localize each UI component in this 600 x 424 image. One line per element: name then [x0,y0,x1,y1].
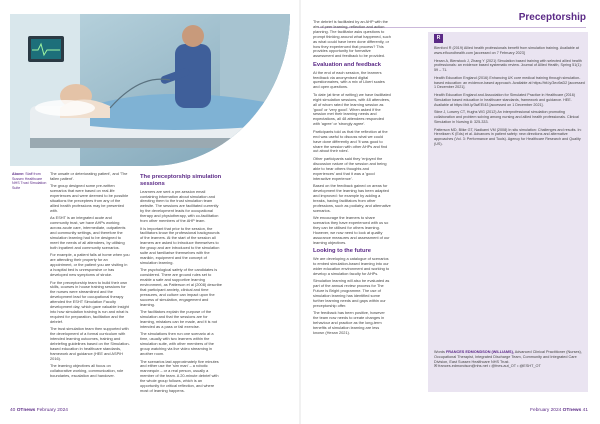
section-heading: Evaluation and feedback [313,61,381,68]
paragraph: Other participants said they 'enjoyed the discussion nature of the session and being able to hear others thoughts and experiences' and that it was a 'good interactive experience'. [313,155,387,181]
paragraph: The feedback has been positive, however the team now needs to create changes in behaviour and practice as the long-term benefits of simulation learning are less known (Hexan 2021). [313,310,385,335]
paragraph: The learning objectives all focus on collaborative working, communication, role boundaries, escalation and handover. [50,363,124,378]
paragraph: Participants told us that the reflection at the end was useful to discuss what we could have done differently and 'It was good to share the session with other AHPs and find out about their roles'. [313,128,388,154]
references-list [434,34,586,150]
reference-item: Patterson MD, Blike GT, Nadkarni VM (2008) In situ simulation: Challenges and results. In: Henriksen K (Eds) et al. Advances in patient safety: new directions and alternative approaches (Vol. 3: Performance and Tools). Agency for Healthcare Research and Quality (US). [434,127,582,146]
paragraph: At the end of each session, the learners feedback via anonymised digital questionnaires, with a mix of Likert scales and open questions. [313,69,385,90]
simulation-manikin-photo [10,14,290,166]
folio-left [10,408,68,413]
reference-item: Hexan A, Blenstock J, Zhang Y (2021) Simulation based training with selected allied health professionals: an evidence based systematic review. Journal of Allied Health, Spring 51(1): 59 – 71. [434,58,582,72]
paragraph: The simulations then run one scenario at a time, usually with two learners within the simulation suite, with other members of the group watching via live video streaming in another room. [140,331,214,357]
paragraph: The debrief is facilitated by an AHP with the aim of peer learning, reflection and action planning. The facilitator asks questions to prompt thinking around what happened, such as what could have been done differently, or how they experienced that process? This provides opportunity for formative assessment and feedback to be provided. [313,19,391,59]
caption-text: Staff from Sussex Healthcare NHS Trust Simulation Suite [12,172,47,190]
paragraph: The group designed some pre-written scenarios that were based on real-life experiences and were deemed to be possible situations the preceptees from any of the allied health professions may be presented with. [50,183,129,213]
author-contacts[interactable]: ✉ frances.edmondson@nhs.net • @fnes.aut_OT • @ESHT_OT [434,364,541,369]
reference-item: Blenford R (2019) Allied health professionals benefit from simulation training. Available at www.elfoundhealth.com [accessed on 7 February 2023] [434,46,579,55]
paragraph: It is important that prior to the session, the facilitators know the professional backgrounds of the learners. At the start of the session all learners are asked to introduce themselves to the group and are introduced to the simulation suite and familiarise themselves with the manikin, equipment and the concept of simulation learning. [140,225,220,265]
paragraph: As ESHT is an integrated acute and community trust, we have AHPs working across acute care, intermediate, outpatients and community settings, and therefore the simulation learning had to be designed to meet the needs of all attendees, by utilising both inpatient and community scenarios. [50,215,126,250]
author-credit [434,350,586,369]
paragraph: The unsafe or deteriorating patient', and 'The fallen patient'. [50,171,128,181]
folio-right [530,408,588,413]
paragraph: Learners are sent a pre-session email containing information about simulation and directing them to the trust simulation team website. The sessions are facilitated currently by the development leads for occupational therapy and physiotherapy, with co-facilitation from other members of the AHP team. [140,188,219,224]
paragraph: For the preceptorship team to build their own skills, courses in house training sessions for the nurses were streamlined and the development lead for occupational therapy attended the ESHT Simulation Faculty development day, which gave valuable insight into how simulation training is run and what is required for preparation, facilitation and the debrief. [50,279,129,324]
paragraph: The scenarios last approximately five minutes and either use the 'sim man' – a robotic mannequin – or a real person, usually a member of the team. A 20-minute debrief with the whole group follows, which is an opportunity for critical reflection, and where most of learning happens. [140,358,219,393]
author-name: FRANCES EDMONDSON (WILLIAMS), [445,350,514,354]
paragraph: For example, a patient falls at home when you are attending their property for an appointment, or the patient you are visiting in a hospital bed is unresponsive or has developed new symptoms of stroke. [50,252,130,277]
caption-label: Above: [12,172,25,176]
page-number: 41 [582,408,588,413]
paragraph: Based on the feedback gained on areas for development the learning has been adapted and improved: for example by adding a breaks, having facilitators from other professions, such as podiatry, and alternative scenarios. [313,183,391,213]
author-bio: Advanced Clinical Practitioner (Nurses), Occupational Therapist, Integrated Discharge Team, Community and Integrated Care Division, East Sussex Healthcare NHS Trust. [434,350,582,364]
issue-date: February 2024 [530,408,562,413]
paragraph: Simulation learning will also be evaluated as part of the annual review process for The Future is Bright programme. The use of simulation learning has identified some further learning needs and gaps within our preceptorship offer. [313,278,390,308]
paragraph: The trust simulation team then supported with the development of a formal curriculum with intended learning outcomes, training and debriefing guidelines based on the Simulation-based education in healthcare standards, framework and guidance (HEE and ASPiH 2016). [50,326,130,361]
paragraph: We are developing a catalogue of scenarios to embed simulation-based learning into our wider education environment and working to develop a simulation faculty for AHPs. [313,255,390,276]
paragraph: The facilitators explain the purpose of the simulation and that the sessions are for learning, mistakes can be made, and it is not intended as a pass or fail exercise. [140,309,217,329]
reference-item: Health Education England and Association for Simulated Practice in Healthcare (2016) Simulation based education in healthcare standards, framework and guidance. HEE. Available at https://bit.ly/3wEEI43 [accessed on 1 December 2021]. [434,93,576,107]
photo-illustration [10,14,290,166]
reference-item: Health Education England (2016) Enhancing UK core medical training through simulation-based education: an evidence-based approach. Available at https://bit.ly/3eo9aD2 [accessed 1 December 2021]. [434,75,585,90]
page-gutter [299,0,301,424]
article-column-2 [140,172,222,397]
page-number: 40 [10,408,16,413]
paragraph: The psychological safety of the candidates is considered. There are ground rules set to enable a safe and supportive learning environment, as Patterson et al (2008) describe that participant anxiety, clinical and time pressures, and culture can impact upon the success of simulation, engagement and learning. [140,267,222,307]
issue-date: February 2024 [36,408,68,413]
photo-caption [12,172,48,190]
section-heading: The preceptorship simulation sessions [140,174,222,187]
paragraph: To date (at time of writing) we have facilitated eight simulation sessions, with 48 attendees, all of whom rated the learning session as 'good' or 'very good'. When asked if the session met their learning needs and expectations, all 48 attendees responded with 'agree' or 'strongly agree'. [313,91,391,127]
paragraph: We encourage the learners to share scenarios they have experienced with us so they can be utilised for others learning. However, we now need to look at quality assurance measures and assessment of our learning objectives. [313,215,390,245]
reference-item: Stine J, Lowery CT, Hughs WG (2012) An interprofessional simulation promoting collaboration and problem solving among nursing and allied health professionals. Clinical Simulation in Nursing 8: 325-333. [434,110,579,124]
article-column-3 [313,20,391,338]
magazine-brand: OTnews [16,408,36,413]
author-words-label: Words [434,350,445,354]
magazine-brand: OTnews [562,408,582,413]
references-badge: R [434,34,443,43]
article-column-1 [50,172,130,382]
section-title: Preceptorship [518,12,586,23]
section-heading: Looking to the future [313,248,371,255]
